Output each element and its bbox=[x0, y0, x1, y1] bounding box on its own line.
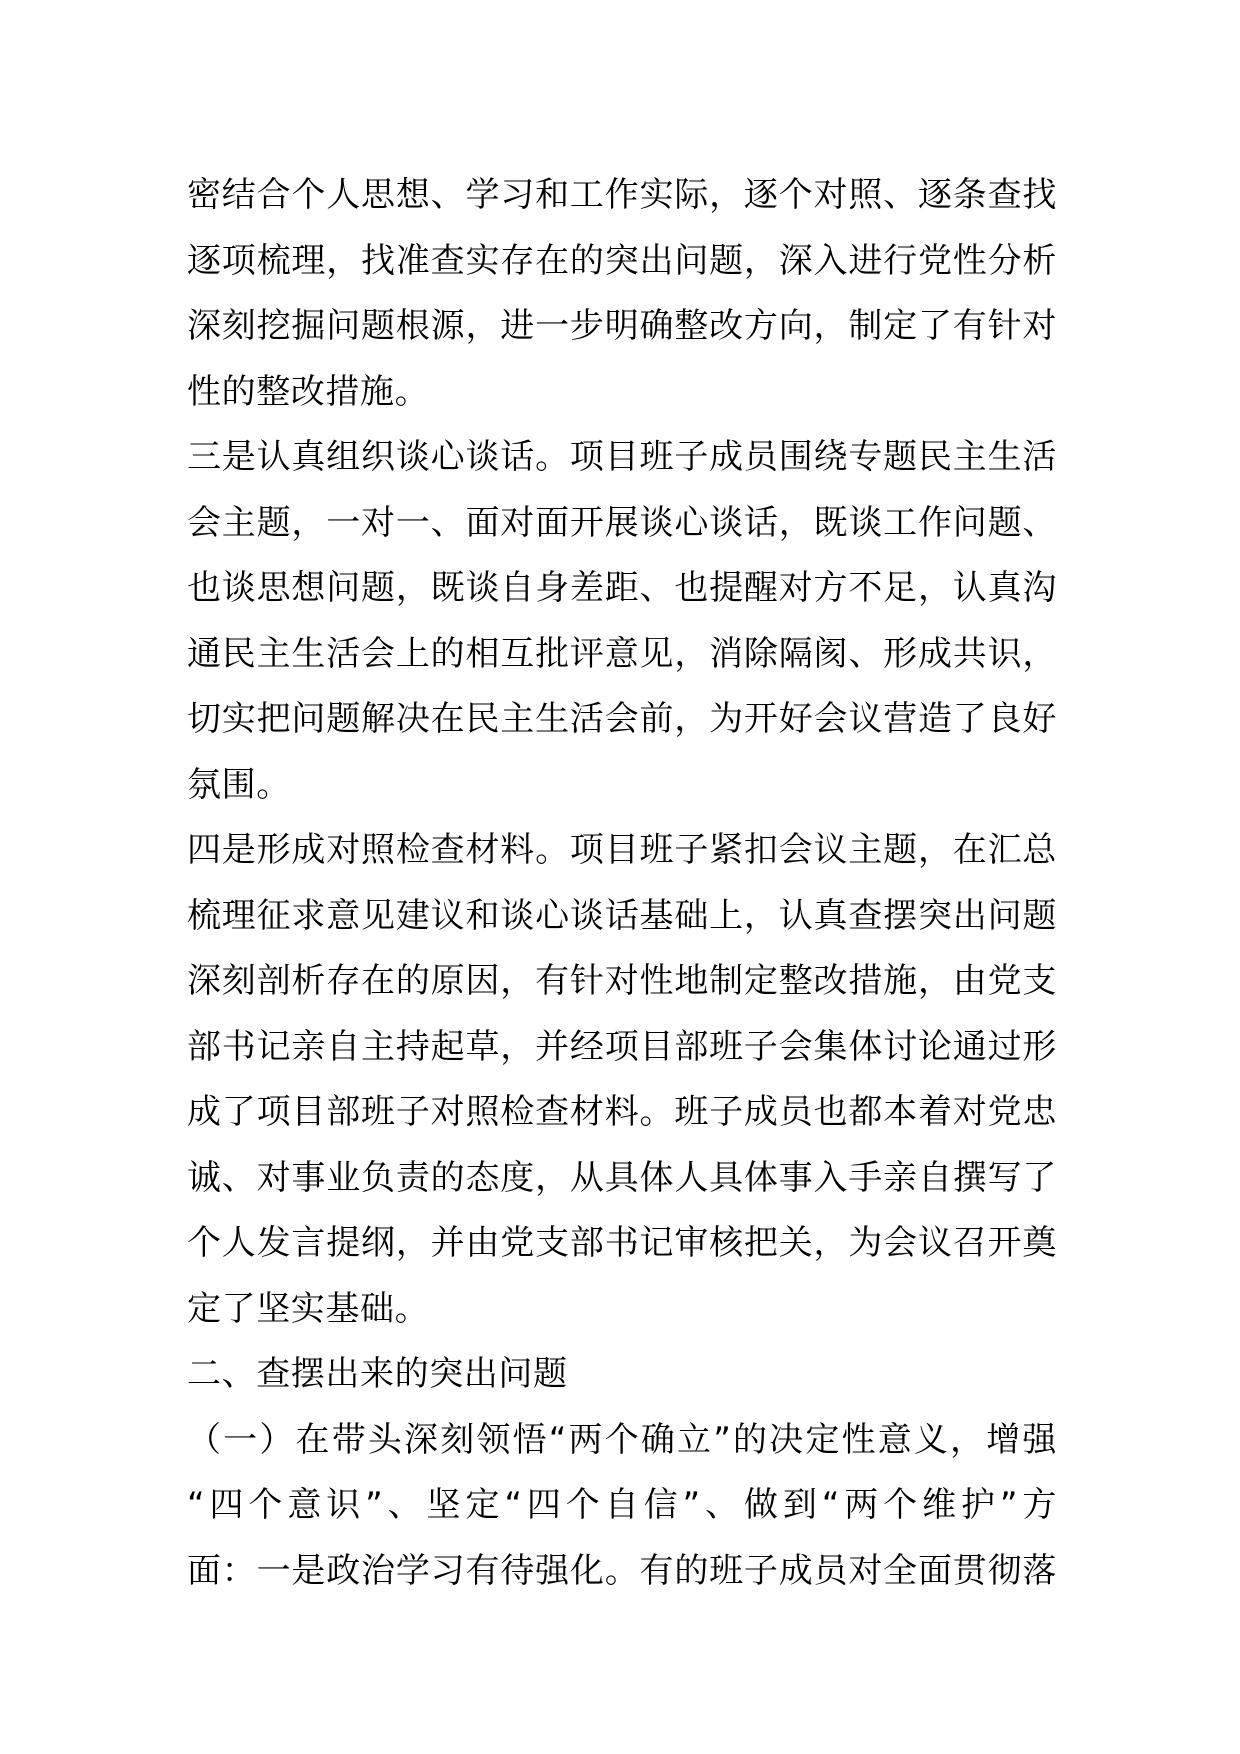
body-text bbox=[187, 163, 1057, 1604]
text-line: 逐项梳理，找准查实存在的突出问题，深入进行党性分析 bbox=[187, 240, 1057, 281]
text-line: 诚、对事业负责的态度，从具体人具体事入手亲自撰写了 bbox=[187, 1157, 1057, 1198]
text-line: 密结合个人思想、学习和工作实际，逐个对照、逐条查找 bbox=[187, 175, 1057, 215]
text-line: 四是形成对照检查材料。项目班子紧扣会议主题，在汇总 bbox=[187, 830, 1057, 870]
text-line: 面：一是政治学习有待强化。有的班子成员对全面贯彻落 bbox=[187, 1550, 1057, 1591]
text-line: 个人发言提纲，并由党支部书记审核把关，为会议召开奠 bbox=[187, 1223, 1057, 1263]
text-line: 三是认真组织谈心谈话。项目班子成员围绕专题民主生活 bbox=[187, 437, 1057, 477]
text-line: 也谈思想问题，既谈自身差距、也提醒对方不足，认真沟 bbox=[187, 568, 1057, 608]
text-line: “四个意识”、坚定“四个自信”、做到“两个维护”方 bbox=[187, 1485, 1057, 1525]
text-line: 梳理征求意见建议和谈心谈话基础上，认真查摆突出问题 bbox=[187, 895, 1057, 936]
text-line: 会主题，一对一、面对面开展谈心谈话，既谈工作问题、 bbox=[187, 502, 1057, 543]
text-line: 部书记亲自主持起草，并经项目部班子会集体讨论通过形 bbox=[187, 1026, 1057, 1067]
text-line: 成了项目部班子对照检查材料。班子成员也都本着对党忠 bbox=[187, 1092, 1057, 1132]
text-line: 深刻剖析存在的原因，有针对性地制定整改措施，由党支 bbox=[187, 961, 1057, 1001]
text-line: 深刻挖掘问题根源，进一步明确整改方向，制定了有针对 bbox=[187, 306, 1057, 346]
text-line: 氛围。 bbox=[187, 764, 291, 805]
section-heading: 二、查摆出来的突出问题 bbox=[187, 1354, 568, 1394]
text-line: 切实把问题解决在民主生活会前，为开好会议营造了良好 bbox=[187, 699, 1057, 739]
text-line: 定了坚实基础。 bbox=[187, 1288, 430, 1329]
text-line: （一）在带头深刻领悟“两个确立”的决定性意义，增强 bbox=[187, 1419, 1057, 1460]
text-line: 通民主生活会上的相互批评意见，消除隔阂、形成共识， bbox=[187, 633, 1057, 674]
text-line: 性的整改措施。 bbox=[187, 371, 430, 412]
